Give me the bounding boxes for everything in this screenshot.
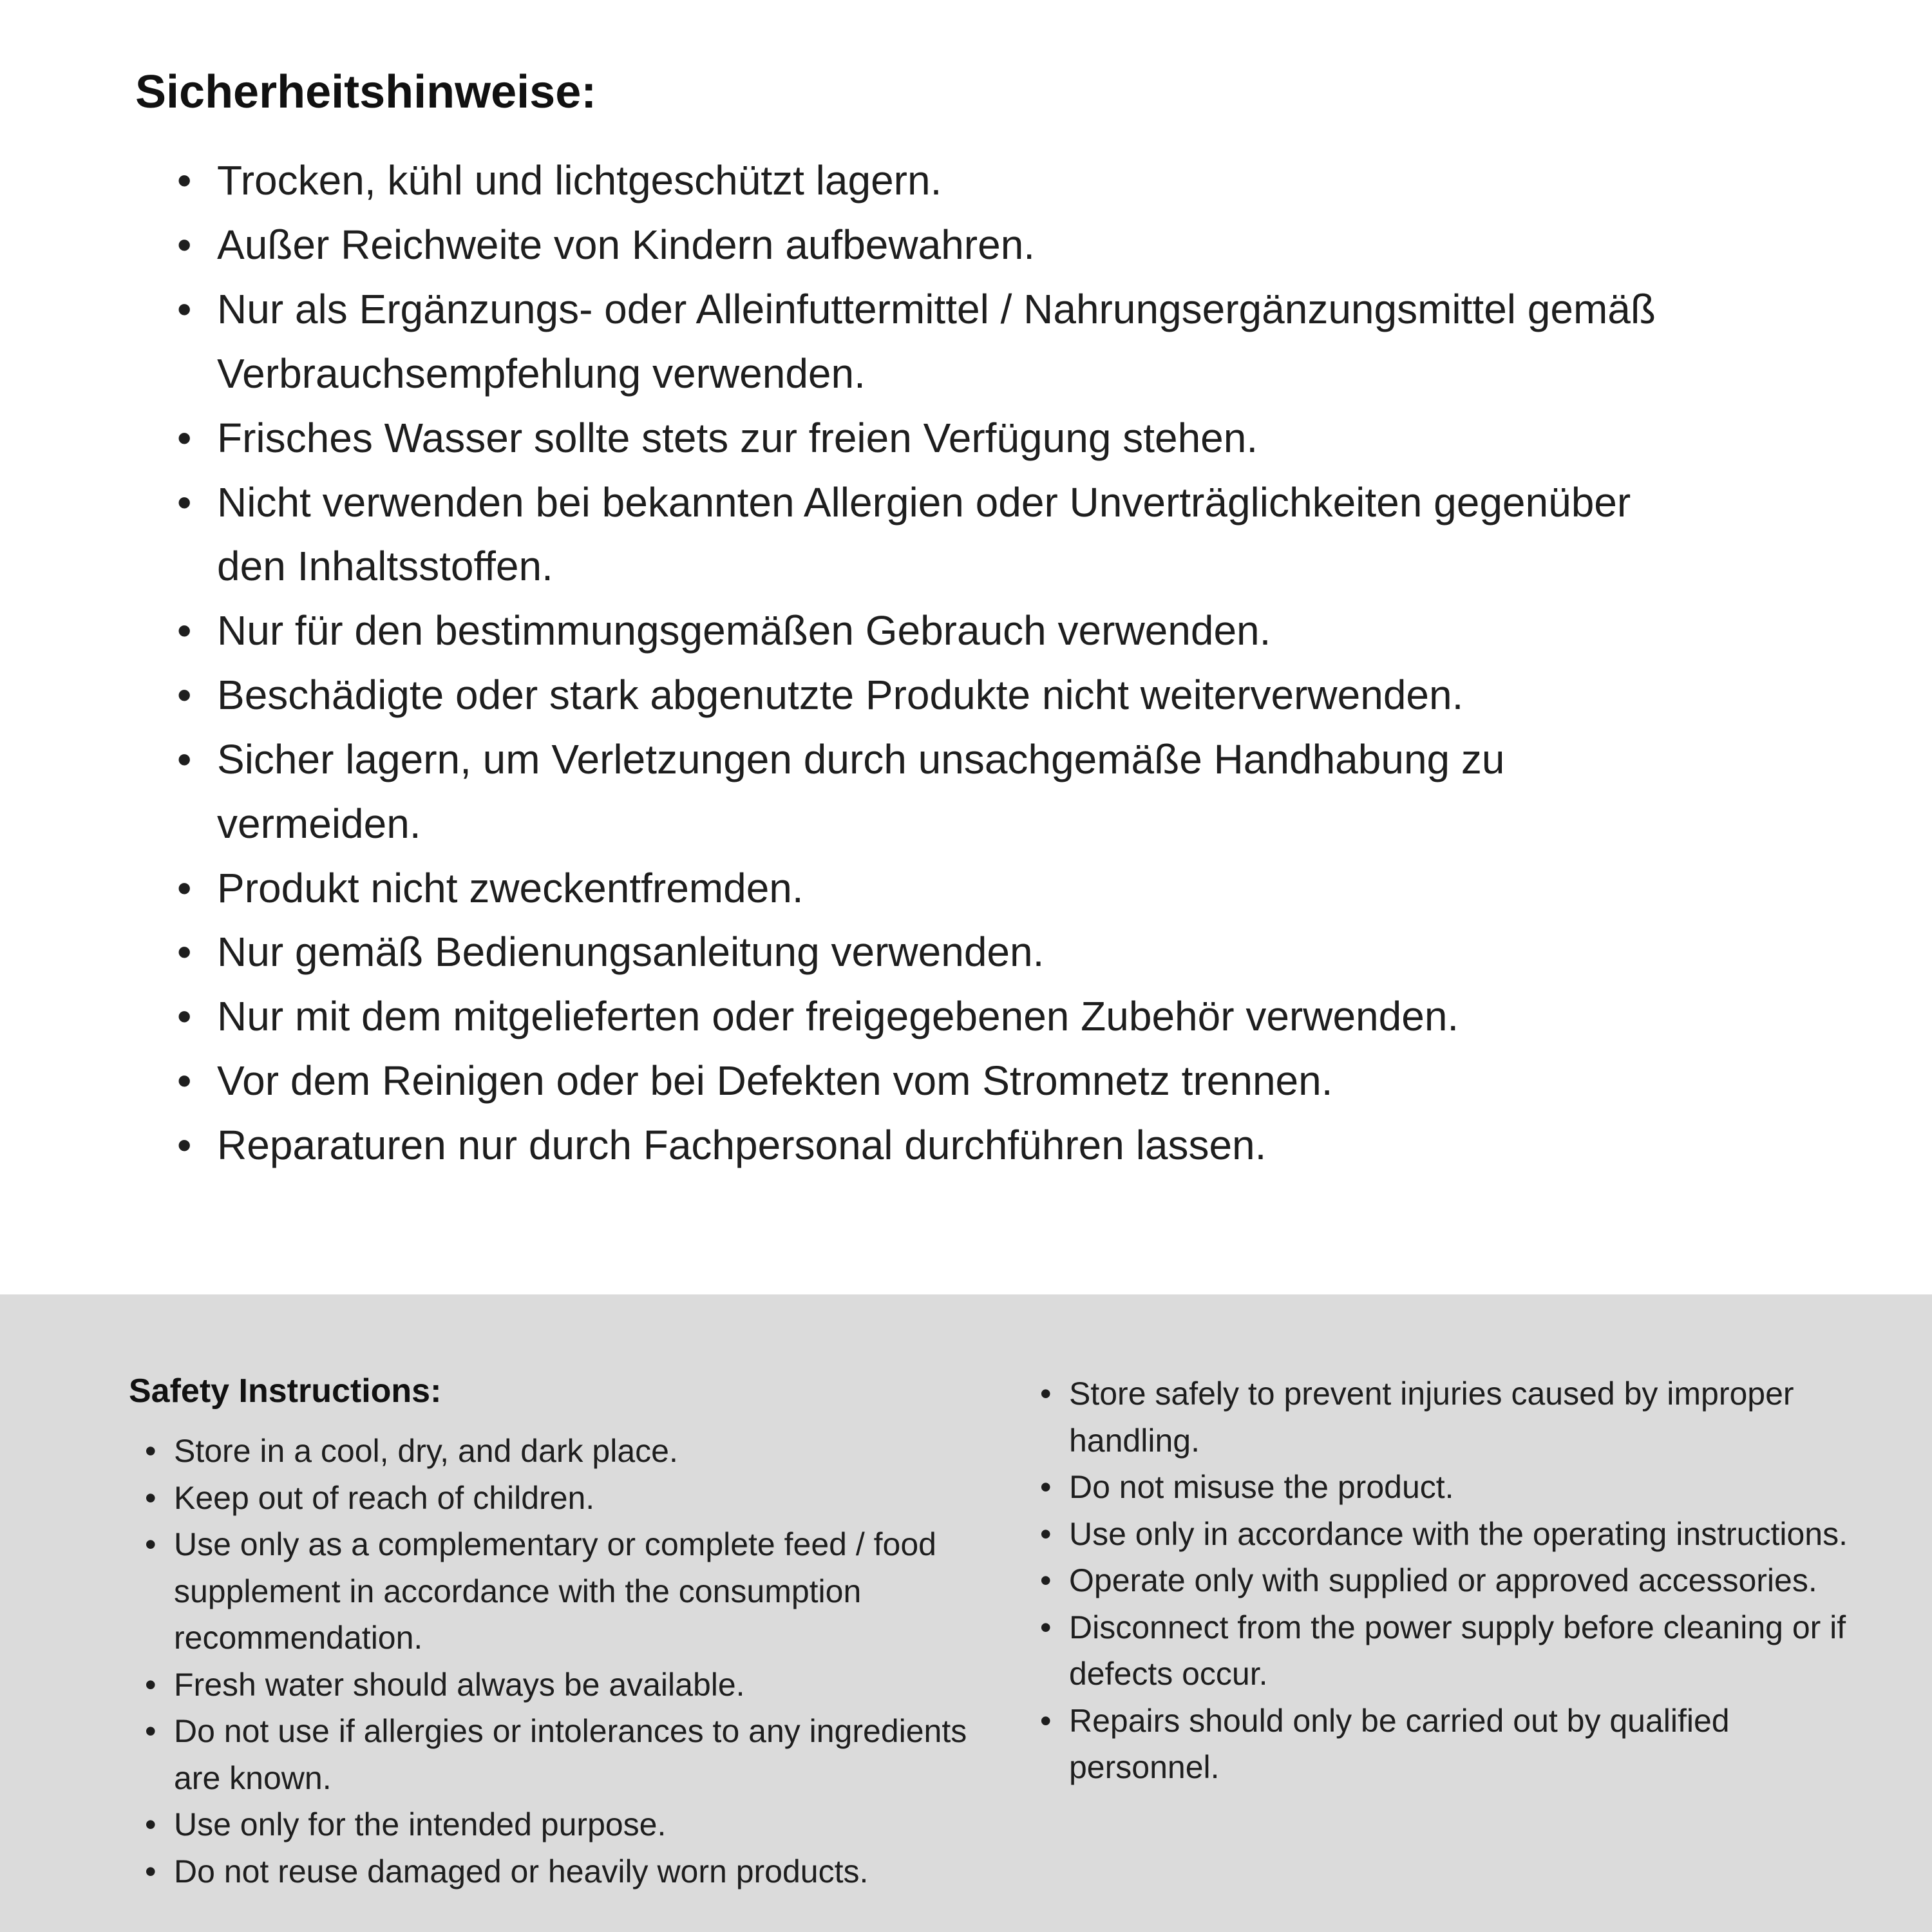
bullet-marker: • [177, 735, 192, 782]
list-item-text: Do not reuse damaged or heavily worn products. [174, 1853, 869, 1889]
list-item-text: Produkt nicht zweckentfremden. [217, 864, 804, 911]
list-item-text: Do not use if allergies or intolerances to any ingredients are known. [174, 1713, 967, 1796]
german-safety-list [177, 149, 1855, 1177]
list-item [177, 1113, 1855, 1178]
list-item-text: Nur gemäß Bedienungsanleitung verwenden. [217, 929, 1045, 976]
list-item-text: Beschädigte oder stark abgenutzte Produkte nicht weiterverwenden. [217, 672, 1464, 719]
bullet-marker: • [177, 1121, 192, 1168]
bullet-marker: • [177, 414, 192, 461]
bullet-marker: • [177, 157, 192, 204]
bullet-marker: • [177, 1057, 192, 1104]
list-item [177, 406, 1855, 471]
list-item [145, 1521, 1024, 1662]
list-item-text: Use only in accordance with the operating instructions. [1069, 1515, 1848, 1552]
list-item [145, 1801, 1024, 1848]
list-item-text: Frisches Wasser sollte stets zur freien Verfügung stehen. [217, 414, 1258, 461]
list-item-text: Reparaturen nur durch Fachpersonal durchführen lassen. [217, 1121, 1267, 1168]
list-item [177, 1049, 1855, 1113]
list-item [177, 599, 1855, 663]
list-item [177, 149, 1855, 213]
bullet-marker: • [145, 1666, 156, 1703]
english-safety-section [0, 1294, 1932, 1932]
bullet-marker: • [177, 222, 192, 269]
list-item [1040, 1698, 1868, 1791]
list-item-text: Repairs should only be carried out by qualified personnel. [1069, 1702, 1730, 1785]
list-item [177, 728, 1855, 857]
list-item-text: Außer Reichweite von Kindern aufbewahren. [217, 222, 1036, 269]
bullet-marker: • [1040, 1562, 1052, 1598]
bullet-marker: • [145, 1853, 156, 1889]
bullet-marker: • [145, 1713, 156, 1749]
bullet-marker: • [177, 672, 192, 719]
list-item-text: Operate only with supplied or approved accessories. [1069, 1562, 1817, 1598]
list-item [145, 1708, 1024, 1801]
list-item [1040, 1464, 1868, 1511]
list-item-text: Nur als Ergänzungs- oder Alleinfuttermittel / Nahrungsergänzungsmittel gemäß Verbrauchsempfehlung verwenden. [217, 286, 1656, 397]
bullet-marker: • [177, 993, 192, 1040]
bullet-marker: • [145, 1433, 156, 1469]
list-item [177, 857, 1855, 921]
list-item [177, 278, 1855, 406]
bullet-marker: • [177, 864, 192, 911]
bullet-marker: • [177, 607, 192, 654]
german-section-title: Sicherheitshinweise: [135, 66, 597, 118]
list-item [145, 1662, 1024, 1709]
list-item [1040, 1511, 1868, 1558]
bullet-marker: • [177, 286, 192, 333]
list-item-text: Trocken, kühl und lichtgeschützt lagern. [217, 157, 942, 204]
list-item-text: Vor dem Reinigen oder bei Defekten vom Stromnetz trennen. [217, 1057, 1333, 1104]
list-item [177, 213, 1855, 278]
bullet-marker: • [1040, 1609, 1052, 1645]
bullet-marker: • [177, 478, 192, 526]
bullet-marker: • [177, 929, 192, 976]
list-item [1040, 1370, 1868, 1464]
list-item-text: Disconnect from the power supply before cleaning or if defects occur. [1069, 1609, 1846, 1692]
english-right-column [1024, 1370, 1868, 1791]
list-item [145, 1475, 1024, 1522]
list-item [145, 1428, 1024, 1475]
bullet-marker: • [145, 1526, 156, 1562]
list-item-text: Fresh water should always be available. [174, 1666, 745, 1703]
bullet-marker: • [145, 1806, 156, 1842]
list-item-text: Keep out of reach of children. [174, 1479, 595, 1516]
list-item [1040, 1557, 1868, 1604]
list-item [177, 985, 1855, 1049]
list-item-text: Use only for the intended purpose. [174, 1806, 667, 1842]
list-item [177, 920, 1855, 985]
bullet-marker: • [145, 1479, 156, 1516]
list-item [177, 663, 1855, 728]
english-safety-list-left [145, 1428, 1024, 1895]
list-item [177, 471, 1855, 600]
bullet-marker: • [1040, 1469, 1052, 1505]
english-safety-list-right [1040, 1370, 1868, 1791]
list-item [145, 1848, 1024, 1895]
list-item [1040, 1604, 1868, 1698]
bullet-marker: • [1040, 1702, 1052, 1739]
list-item-text: Nicht verwenden bei bekannten Allergien oder Unverträglichkeiten gegenüber den Inhaltsstoffen. [217, 478, 1631, 590]
list-item-text: Store safely to prevent injuries caused by improper handling. [1069, 1376, 1794, 1459]
list-item-text: Use only as a complementary or complete feed / food supplement in accordance with the consumption recommendation. [174, 1526, 936, 1656]
english-left-column [129, 1370, 1024, 1895]
list-item-text: Store in a cool, dry, and dark place. [174, 1433, 678, 1469]
bullet-marker: • [1040, 1515, 1052, 1552]
list-item-text: Sicher lagern, um Verletzungen durch unsachgemäße Handhabung zu vermeiden. [217, 735, 1505, 847]
english-section-title: Safety Instructions: [129, 1372, 442, 1410]
bullet-marker: • [1040, 1376, 1052, 1412]
list-item-text: Do not misuse the product. [1069, 1469, 1454, 1505]
list-item-text: Nur mit dem mitgelieferten oder freigegebenen Zubehör verwenden. [217, 993, 1459, 1040]
list-item-text: Nur für den bestimmungsgemäßen Gebrauch verwenden. [217, 607, 1271, 654]
